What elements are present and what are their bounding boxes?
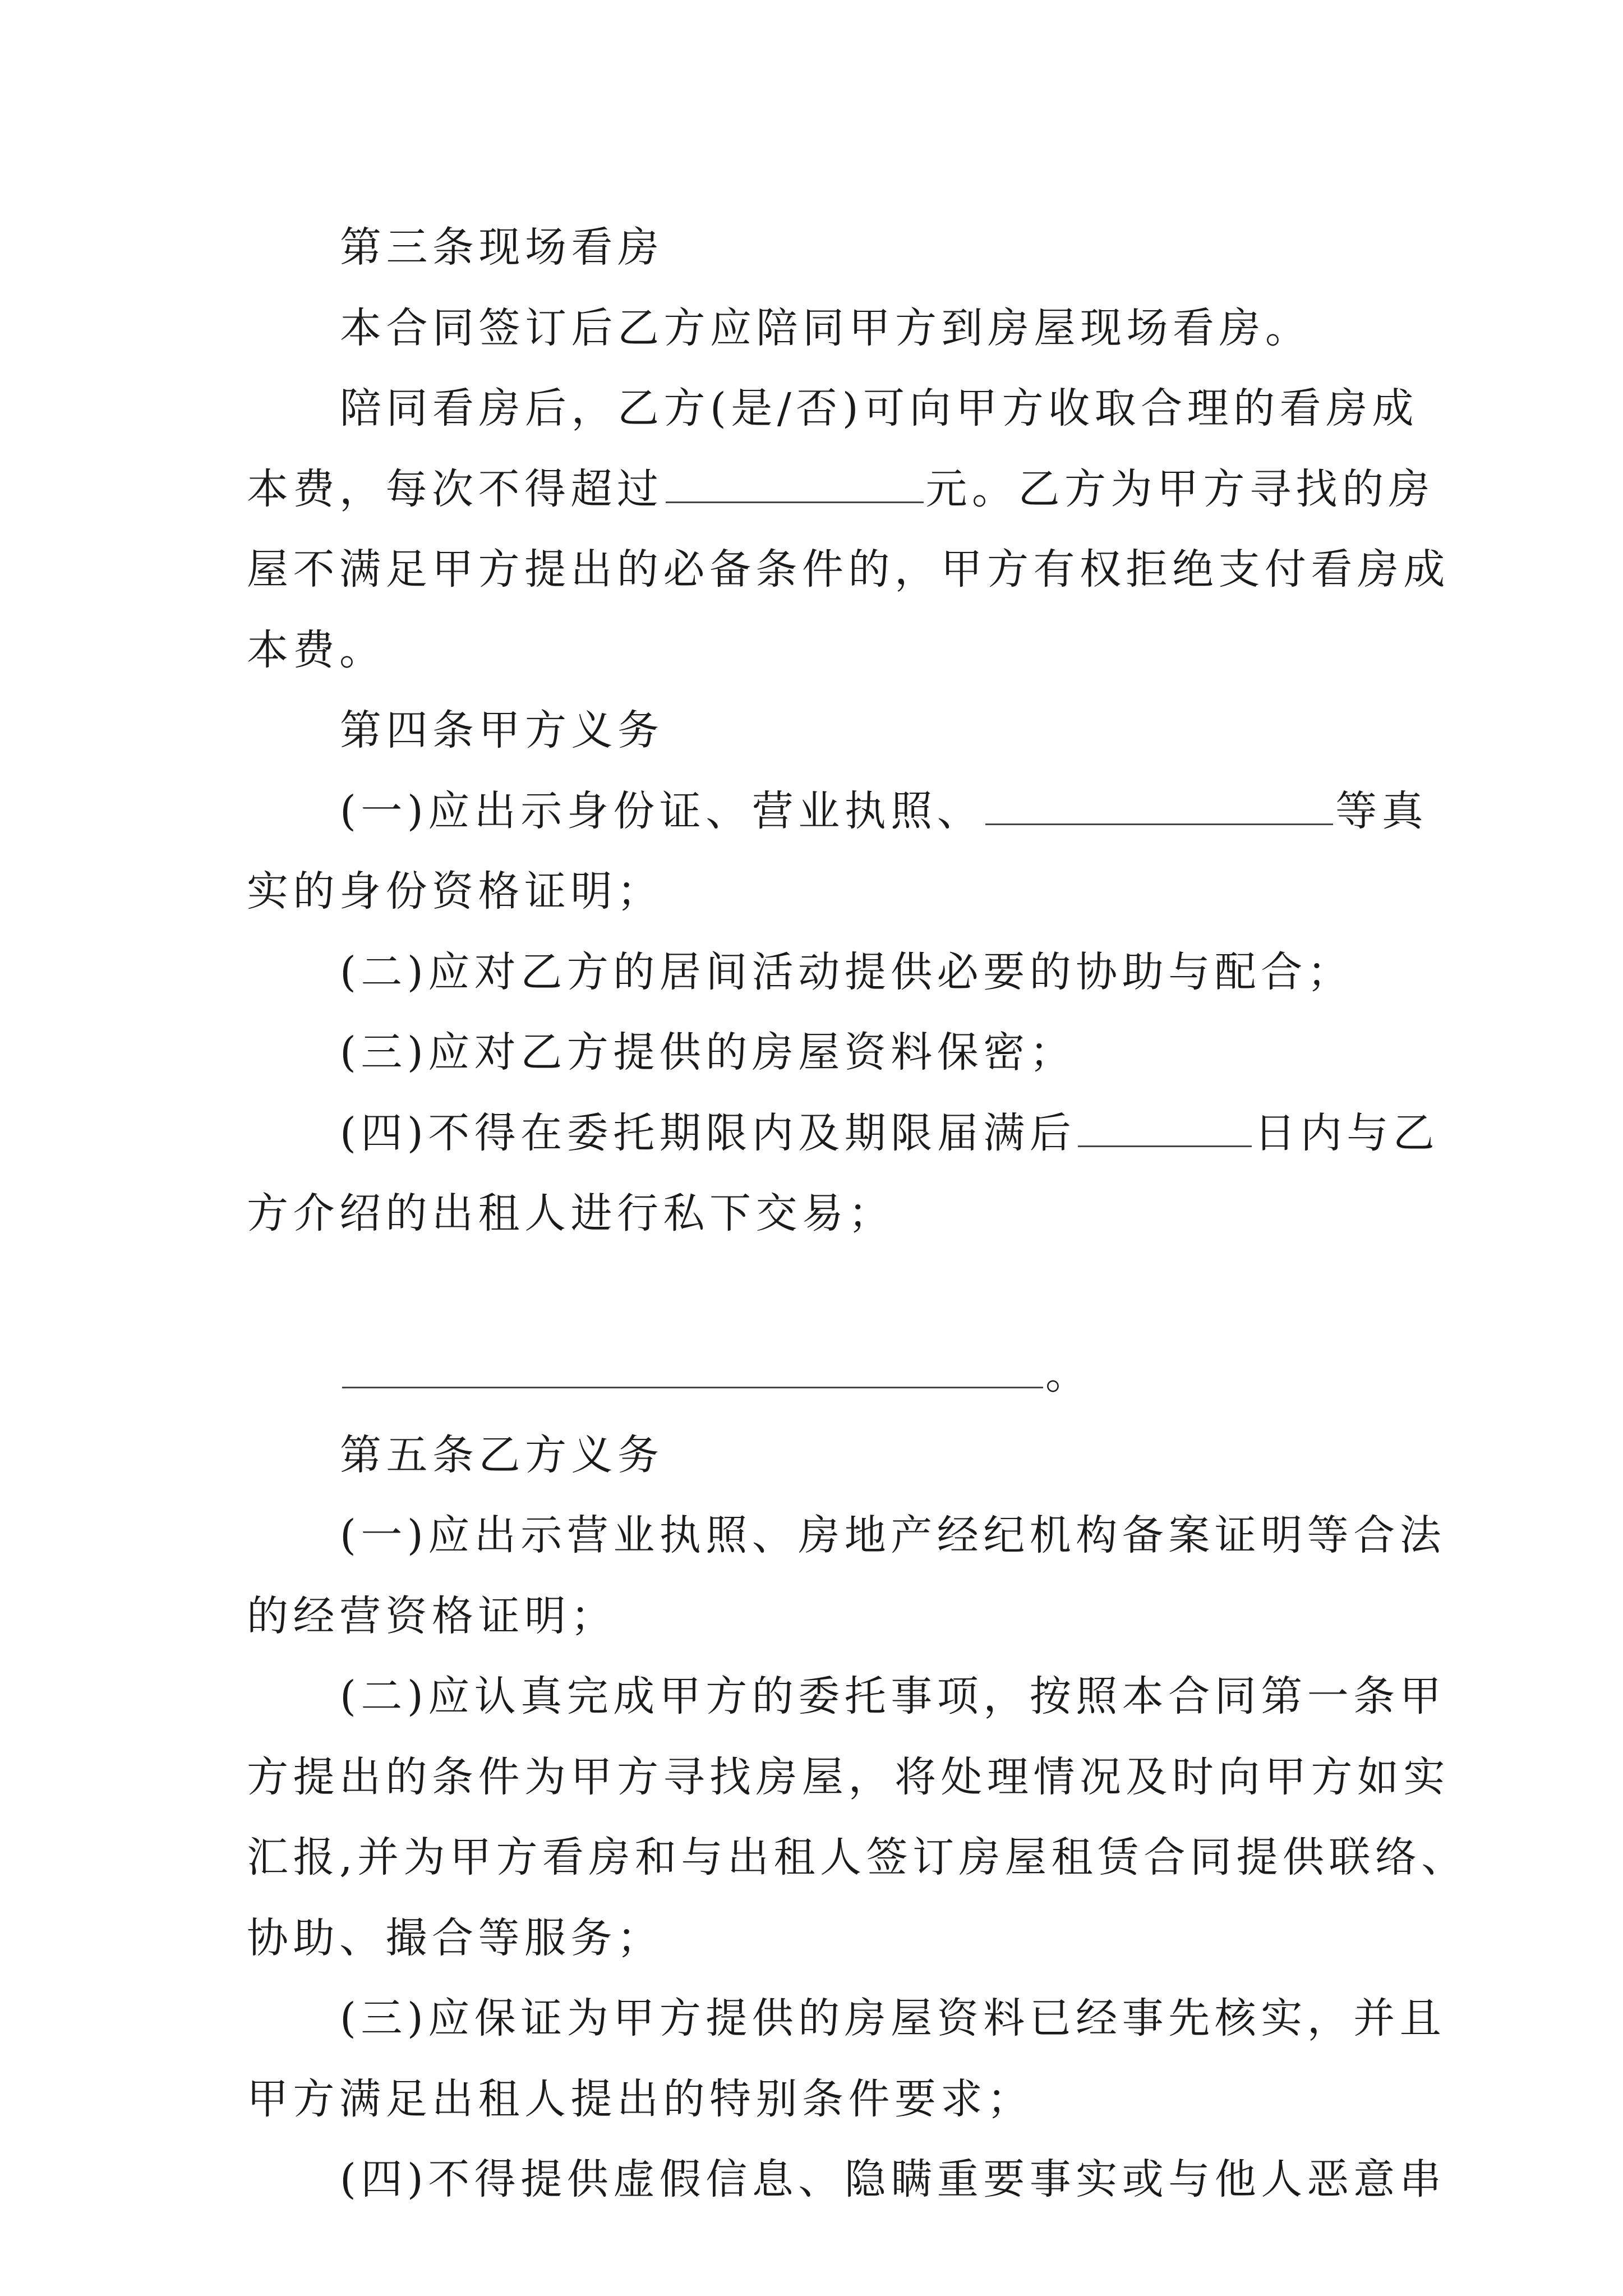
paragraph-line: (四)不得在委托期限内及期限届满后 日内与乙 bbox=[247, 1093, 1385, 1174]
fill-in-blank[interactable] bbox=[1078, 1106, 1252, 1147]
fill-in-blank[interactable] bbox=[666, 462, 924, 503]
paragraph-line: 屋不满足甲方提出的必备条件的，甲方有权拒绝支付看房成 bbox=[247, 545, 1450, 593]
paragraph-line: 甲方满足出租人提出的特别条件要求； bbox=[247, 2074, 1034, 2123]
document-page bbox=[247, 208, 1468, 2220]
paragraph-line: 本合同签订后乙方应陪同甲方到房屋现场看房。 bbox=[340, 303, 1312, 352]
paragraph-line: (一)应出示营业执照、房地产经纪机构备案证明等合法 bbox=[340, 1511, 1446, 1559]
paragraph-line: (二)应对乙方的居间活动提供必要的协助与配合； bbox=[340, 947, 1354, 996]
paragraph-line: (四)不得提供虚假信息、隐瞒重要事实或与他人恶意串 bbox=[340, 2155, 1446, 2203]
paragraph-line: 。 bbox=[247, 1335, 1385, 1415]
article-4-heading: 第四条甲方义务 bbox=[340, 706, 664, 754]
paragraph-line: 实的身份资格证明； bbox=[247, 867, 663, 915]
paragraph-line: (一)应出示身份证、营业执照、 等真 bbox=[247, 771, 1385, 852]
paragraph-line: (三)应保证为甲方提供的房屋资料已经事先核实，并且 bbox=[340, 1994, 1446, 2042]
paragraph-line: 的经营资格证明； bbox=[247, 1591, 617, 1640]
paragraph-line: 汇报,并为甲方看房和与出租人签订房屋租赁合同提供联络、 bbox=[247, 1833, 1468, 1881]
paragraph-line: 本费，每次不得超过 元。乙方为甲方寻找的房 bbox=[247, 449, 1385, 530]
article-5-heading: 第五条乙方义务 bbox=[340, 1430, 664, 1479]
paragraph-line: 陪同看房后，乙方(是/否)可向甲方收取合理的看房成 bbox=[340, 384, 1419, 432]
paragraph-line: 方介绍的出租人进行私下交易； bbox=[247, 1189, 895, 1237]
paragraph-line: (二)应认真完成甲方的委托事项，按照本合同第一条甲 bbox=[340, 1672, 1446, 1720]
paragraph-line: (三)应对乙方提供的房屋资料保密； bbox=[340, 1028, 1076, 1076]
paragraph-line: 协助、撮合等服务； bbox=[247, 1913, 663, 1962]
paragraph-line: 方提出的条件为甲方寻找房屋，将处理情况及时向甲方如实 bbox=[247, 1752, 1450, 1801]
fill-in-blank[interactable] bbox=[985, 784, 1333, 825]
paragraph-line: 本费。 bbox=[247, 625, 386, 674]
fill-in-blank[interactable] bbox=[342, 1347, 1043, 1388]
spacer bbox=[247, 1254, 1385, 1335]
article-3-heading: 第三条现场看房 bbox=[340, 223, 664, 272]
